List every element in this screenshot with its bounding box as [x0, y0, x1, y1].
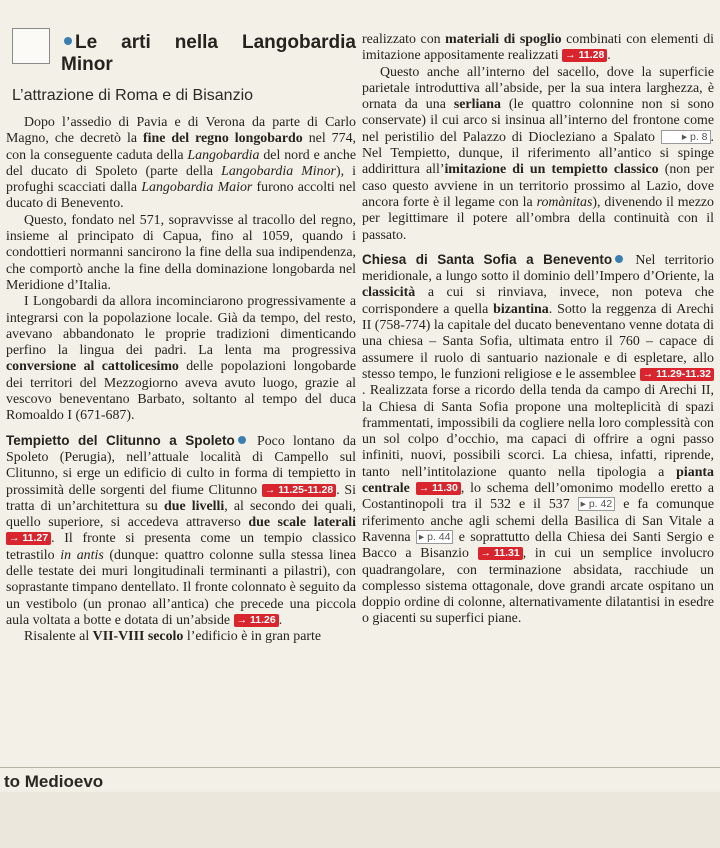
- page-ref[interactable]: ▸ p. 44: [416, 530, 454, 544]
- heading-clitunno: Tempietto del Clitunno a Spoleto: [6, 432, 235, 448]
- bullet-icon: [615, 255, 623, 263]
- bullet-icon: [238, 436, 246, 444]
- paragraph: Dopo l’assedio di Pavia e di Verona da parte di Carlo Magno, che decretò la fine del regno longobardo nel 774, con la conseguente caduta della Langobardia del nord e anche del ducato di Spoleto (parte della Langobardia Minor), i profughi scacciati dalla Langobardia Maior furono accolti nel ducato di Benevento.: [6, 115, 357, 212]
- paragraph: Tempietto del Clitunno a Spoleto Poco lontano da Spoleto (Perugia), nell’attuale località di Campello sul Clitunno, si erge un edificio di culto in forma di tempietto in prossimità delle sorgenti del fiume Clitunno → 11.25-11.28 . Si tratta di un’architettura su due livelli, al secondo dei quali, quello superiore, si accedeva attraverso due scale laterali → 11.27 . Il fronte si presenta come un tempio classico tetrastilo in antis (dunque: quattro colonne sulla stessa linea delle testate dei muri longitudinali terminanti a pilastri), con soprastante timpano dentellato. Il fronte colonnato è seguito da un vestibolo (un pronao all’antica) che precede una piccola aula voltata a botte e dotata di un’abside → 11.26 .: [6, 432, 357, 628]
- section-title-text: Le arti nella Langobardia Minor: [61, 32, 356, 75]
- left-column: [6, 32, 356, 646]
- figure-ref[interactable]: → 11.30: [416, 482, 461, 495]
- paragraph: Questo, fondato nel 571, sopravvisse al tracollo del regno, insieme al principato di Capua, fino al 1059, quando i condottieri normanni sancirono la fine della sua indipendenza, che comportò anche la fine della dominazione longobarda nel Meridione d’Italia.: [6, 212, 356, 293]
- running-footer: to Medioevo: [4, 772, 104, 791]
- paragraph: Chiesa di Santa Sofia a Benevento Nel territorio meridionale, a lungo sotto il dominio dell’Impero d’Oriente, la classicità a cui si rinviava, invece, non poteva che corrispondere a quella bizantina. Sotto la reggenza di Arechi II (758-774) la capitale del ducato beneventano venne dotata di una chiesa – Santa Sofia, ultimata entro il 760 – capace di assumere il ruolo di santuario nazionale e di espletare, allo stesso tempo, le funzioni religiose e le assemblee → 11.29-11.32. Realizzata forse a ricordo della tenda da campo di Arechi II, la Chiesa di Santa Sofia propone una molteplicità di spazi frammentati, impossibili da cogliere nella loro complessità con un sol colpo d’occhio, ma capaci di offrire a ogni passo infiniti, nuovi, possibili scorci. La chiesa, infatti, riprende, tanto nell’intitolazione quanto nella tipologia a pianta centrale → 11.30 , lo schema dell’omonimo modello eretto a Costantinopoli tra il 532 e il 537 ▸ p. 42 e fa comunque riferimento anche agli schemi della Basilica di San Vitale a Ravenna ▸ p. 44 e soprattutto della Chiesa dei Santi Sergio e Bacco a Bisanzio → 11.31 , in cui un semplice involucro quadrangolare, con terminazione absidata, racchiude un complesso sistema ottagonale, dove grandi arcate ospitano un doppio ordine di colonne, alternativamente dilatantisi in esedre o giacenti su superfici piane.: [362, 251, 715, 627]
- subsection-title: L’attrazione di Roma e di Bisanzio: [12, 87, 254, 104]
- section-title: [61, 32, 356, 76]
- figure-ref[interactable]: → 11.26: [234, 614, 279, 627]
- bullet-icon: [64, 37, 72, 45]
- paragraph: realizzato con materiali di spoglio combinati con elementi di imitazione appositamente realizzati → 11.28 .: [362, 32, 715, 64]
- page-ref[interactable]: ▸ p. 8: [661, 130, 711, 144]
- footer-divider: [0, 767, 720, 768]
- right-column: [362, 32, 714, 628]
- heading-santa-sofia: Chiesa di Santa Sofia a Benevento: [362, 251, 613, 267]
- figure-ref[interactable]: → 11.28: [562, 49, 607, 62]
- paragraph: Questo anche all’interno del sacello, dove la superficie parietale introduttiva all’abside, per la sua intera larghezza, è ornata da una serliana (le quattro colonnine non si sono conservate) il cui arco si insinua all’interno del frontone come nel peristilio del Palazzo di Diocleziano a Spalato ▸ p. 8 . Nel Tempietto, dunque, il riferimento all’antico si spinge addirittura all’imitazione di un tempietto classico (non per caso questo avviene in un territorio prossimo al Lazio, dove ancora forte è il legame con la romànitas), divenendo il mezzo per legittimare il potere all’ombra della continuità con il passato.: [362, 64, 715, 243]
- figure-ref[interactable]: → 11.31: [478, 547, 523, 560]
- paragraph: I Longobardi da allora incominciarono progressivamente a integrarsi con la popolazione locale. Già da tempo, del resto, avevano abbandonato le proprie tradizioni dimenticando perfino la lingua dei padri. La lenta ma progressiva conversione al cattolicesimo delle popolazioni longobarde dei territori del Mezzogiorno aveva avuto luogo, grazie al vescovo beneventano Barbato, soltanto al tempo del duca Romoaldo I (671-687).: [6, 294, 356, 424]
- paragraph: Risalente al VII-VIII secolo l’edificio è in gran parte: [24, 629, 322, 645]
- figure-ref[interactable]: → 11.25-11.28: [262, 484, 336, 497]
- figure-ref[interactable]: → 11.29-11.32: [640, 368, 714, 381]
- figure-ref[interactable]: → 11.27: [6, 532, 51, 545]
- page-edge: [0, 792, 720, 848]
- page-ref[interactable]: ▸ p. 42: [578, 497, 616, 511]
